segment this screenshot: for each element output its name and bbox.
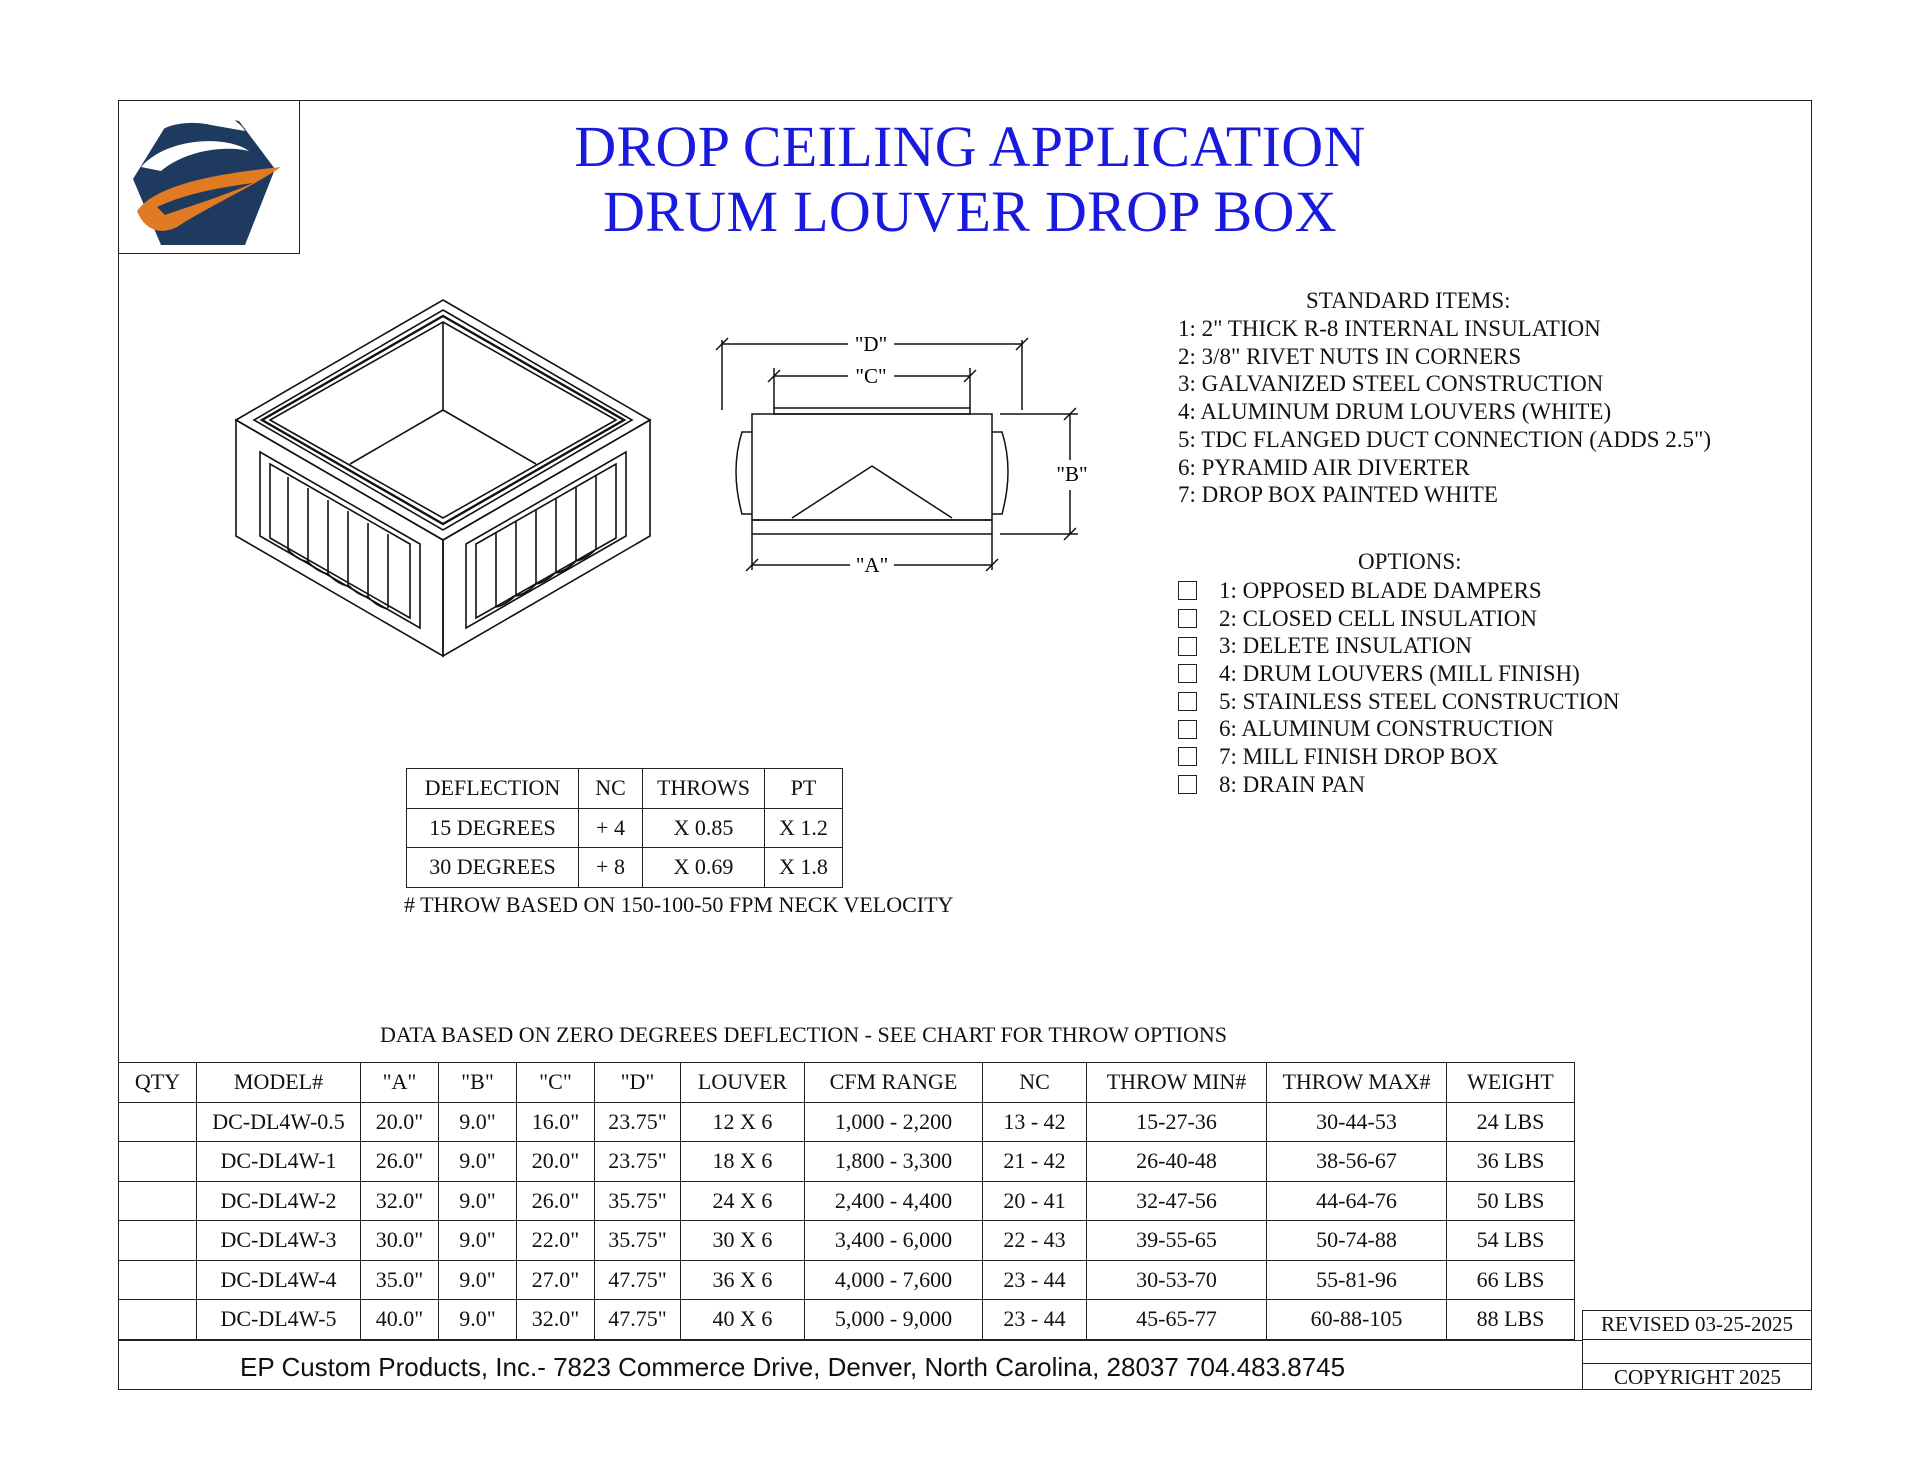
standard-item: 5: TDC FLANGED DUCT CONNECTION (ADDS 2.5") [1178, 426, 1712, 452]
table-cell: 16.0" [517, 1102, 595, 1142]
standard-item: 3: GALVANIZED STEEL CONSTRUCTION [1178, 371, 1604, 397]
table-cell: 9.0" [439, 1221, 517, 1261]
table-cell: 26.0" [361, 1142, 439, 1182]
table-cell: 20.0" [361, 1102, 439, 1142]
option-item [1178, 715, 1619, 743]
table-cell: 30-44-53 [1267, 1102, 1447, 1142]
table-header-cell: QTY [119, 1063, 197, 1103]
table-cell: 24 LBS [1447, 1102, 1575, 1142]
option-label: 6: ALUMINUM CONSTRUCTION [1219, 716, 1554, 742]
table-cell: 23.75" [595, 1142, 681, 1182]
table-cell: 35.75" [595, 1181, 681, 1221]
table-cell: 30 DEGREES [407, 848, 579, 888]
standard-item: 2: 3/8" RIVET NUTS IN CORNERS [1178, 343, 1522, 369]
table-header-cell: THROW MIN# [1087, 1063, 1267, 1103]
table-header-cell: MODEL# [197, 1063, 361, 1103]
table-row [119, 1181, 1575, 1221]
copyright-notice: COPYRIGHT 2025 [1582, 1364, 1812, 1390]
table-cell: 88 LBS [1447, 1300, 1575, 1340]
table-cell: 30 X 6 [681, 1221, 805, 1261]
table-cell: 23 - 44 [983, 1300, 1087, 1340]
table-cell: 55-81-96 [1267, 1260, 1447, 1300]
option-label: 8: DRAIN PAN [1219, 771, 1366, 797]
qty-cell[interactable] [119, 1102, 197, 1142]
option-label: 3: DELETE INSULATION [1219, 633, 1472, 659]
table-cell: DC-DL4W-4 [197, 1260, 361, 1300]
table-header-cell: DEFLECTION [407, 769, 579, 809]
qty-cell[interactable] [119, 1181, 197, 1221]
table-cell: 26-40-48 [1087, 1142, 1267, 1182]
table-cell: 22 - 43 [983, 1221, 1087, 1261]
table-cell: 9.0" [439, 1300, 517, 1340]
table-cell: 1,800 - 3,300 [805, 1142, 983, 1182]
option-checkbox[interactable] [1178, 692, 1197, 711]
option-label: 4: DRUM LOUVERS (MILL FINISH) [1219, 660, 1580, 686]
table-row [119, 1221, 1575, 1261]
table-cell: 35.0" [361, 1260, 439, 1300]
table-cell: 9.0" [439, 1142, 517, 1182]
table-cell: 45-65-77 [1087, 1300, 1267, 1340]
table-row [407, 808, 843, 848]
page-title-line-1: DROP CEILING APPLICATION [574, 114, 1366, 179]
qty-cell[interactable] [119, 1221, 197, 1261]
table-cell: 36 X 6 [681, 1260, 805, 1300]
table-cell: 47.75" [595, 1300, 681, 1340]
table-cell: 3,400 - 6,000 [805, 1221, 983, 1261]
table-cell: 23.75" [595, 1102, 681, 1142]
options-list [1178, 577, 1619, 799]
standard-item: 6: PYRAMID AIR DIVERTER [1178, 454, 1470, 480]
table-cell: X 0.69 [643, 848, 765, 888]
standard-item: 7: DROP BOX PAINTED WHITE [1178, 482, 1498, 508]
table-header-cell: "C" [517, 1063, 595, 1103]
table-header-cell: THROWS [643, 769, 765, 809]
option-checkbox[interactable] [1178, 664, 1197, 683]
option-label: 5: STAINLESS STEEL CONSTRUCTION [1219, 688, 1620, 714]
main-table-caption: DATA BASED ON ZERO DEGREES DEFLECTION - SEE CHART FOR THROW OPTIONS [380, 1022, 1228, 1047]
table-cell: 23 - 44 [983, 1260, 1087, 1300]
table-cell: 15 DEGREES [407, 808, 579, 848]
table-cell: 15-27-36 [1087, 1102, 1267, 1142]
company-logo-icon [127, 107, 293, 249]
table-cell: 9.0" [439, 1181, 517, 1221]
table-header-cell: "D" [595, 1063, 681, 1103]
table-cell: 1,000 - 2,200 [805, 1102, 983, 1142]
table-cell: + 4 [579, 808, 643, 848]
table-cell: 12 X 6 [681, 1102, 805, 1142]
table-cell: 26.0" [517, 1181, 595, 1221]
revision-blank-cell [1582, 1340, 1812, 1364]
table-cell: 30.0" [361, 1221, 439, 1261]
table-cell: 18 X 6 [681, 1142, 805, 1182]
qty-cell[interactable] [119, 1260, 197, 1300]
table-cell: 4,000 - 7,600 [805, 1260, 983, 1300]
table-cell: 9.0" [439, 1260, 517, 1300]
table-cell: X 0.85 [643, 808, 765, 848]
standard-item: 4: ALUMINUM DRUM LOUVERS (WHITE) [1178, 399, 1612, 425]
table-row [119, 1260, 1575, 1300]
option-item [1178, 605, 1619, 633]
table-cell: 5,000 - 9,000 [805, 1300, 983, 1340]
table-row [119, 1300, 1575, 1340]
table-cell: 60-88-105 [1267, 1300, 1447, 1340]
table-cell: DC-DL4W-2 [197, 1181, 361, 1221]
table-cell: 40.0" [361, 1300, 439, 1340]
table-cell: 39-55-65 [1087, 1221, 1267, 1261]
table-cell: + 8 [579, 848, 643, 888]
table-cell: DC-DL4W-3 [197, 1221, 361, 1261]
table-cell: 66 LBS [1447, 1260, 1575, 1300]
table-cell: 40 X 6 [681, 1300, 805, 1340]
table-cell: 36 LBS [1447, 1142, 1575, 1182]
dimension-label-a: "A" [855, 553, 889, 577]
option-checkbox[interactable] [1178, 775, 1197, 794]
throw-note: # THROW BASED ON 150-100-50 FPM NECK VELOCITY [404, 892, 954, 917]
option-item [1178, 688, 1619, 716]
table-cell: DC-DL4W-1 [197, 1142, 361, 1182]
dimension-label-d: "D" [854, 332, 888, 356]
table-row [119, 1142, 1575, 1182]
table-cell: 9.0" [439, 1102, 517, 1142]
table-row [119, 1102, 1575, 1142]
table-cell: 22.0" [517, 1221, 595, 1261]
dimension-label-c: "C" [855, 364, 887, 388]
table-header-cell: LOUVER [681, 1063, 805, 1103]
table-header-row [119, 1063, 1575, 1103]
table-row [407, 848, 843, 888]
table-header-cell: WEIGHT [1447, 1063, 1575, 1103]
table-cell: 2,400 - 4,400 [805, 1181, 983, 1221]
table-cell: 50 LBS [1447, 1181, 1575, 1221]
logo-box [118, 100, 300, 254]
table-cell: 21 - 42 [983, 1142, 1087, 1182]
dimension-label-b: "B" [1056, 462, 1088, 486]
qty-cell[interactable] [119, 1300, 197, 1340]
option-item [1178, 577, 1619, 605]
options-heading: OPTIONS: [1358, 549, 1462, 574]
option-checkbox[interactable] [1178, 747, 1197, 766]
table-header-cell: PT [765, 769, 843, 809]
table-header-cell: NC [983, 1063, 1087, 1103]
table-cell: 44-64-76 [1267, 1181, 1447, 1221]
option-checkbox[interactable] [1178, 581, 1197, 600]
table-header-cell: THROW MAX# [1267, 1063, 1447, 1103]
table-cell: 38-56-67 [1267, 1142, 1447, 1182]
table-cell: 35.75" [595, 1221, 681, 1261]
table-cell: 32.0" [361, 1181, 439, 1221]
table-cell: 32.0" [517, 1300, 595, 1340]
option-item [1178, 771, 1619, 799]
table-cell: 20.0" [517, 1142, 595, 1182]
isometric-drop-box-drawing [230, 292, 660, 670]
option-item [1178, 632, 1619, 660]
standard-items-heading: STANDARD ITEMS: [1306, 288, 1511, 313]
standard-items-list [1178, 315, 1711, 509]
option-checkbox[interactable] [1178, 637, 1197, 656]
option-item [1178, 743, 1619, 771]
table-cell: 54 LBS [1447, 1221, 1575, 1261]
revised-date: REVISED 03-25-2025 [1582, 1310, 1812, 1340]
side-elevation-drawing [700, 320, 1100, 580]
table-cell: 47.75" [595, 1260, 681, 1300]
table-header-cell: "B" [439, 1063, 517, 1103]
footer-divider [118, 1340, 1582, 1341]
table-header-row [407, 769, 843, 809]
option-label: 1: OPPOSED BLADE DAMPERS [1219, 577, 1542, 603]
table-cell: X 1.8 [765, 848, 843, 888]
table-header-cell: "A" [361, 1063, 439, 1103]
option-checkbox[interactable] [1178, 720, 1197, 739]
page-title-line-2: DRUM LOUVER DROP BOX [603, 179, 1337, 244]
table-cell: X 1.2 [765, 808, 843, 848]
table-cell: 13 - 42 [983, 1102, 1087, 1142]
table-cell: 50-74-88 [1267, 1221, 1447, 1261]
option-item [1178, 660, 1619, 688]
option-label: 7: MILL FINISH DROP BOX [1219, 743, 1499, 769]
company-footer: EP Custom Products, Inc.- 7823 Commerce Drive, Denver, North Carolina, 28037 704.483.8745 [240, 1352, 1346, 1382]
table-cell: 24 X 6 [681, 1181, 805, 1221]
table-cell: 30-53-70 [1087, 1260, 1267, 1300]
table-header-cell: CFM RANGE [805, 1063, 983, 1103]
table-cell: 27.0" [517, 1260, 595, 1300]
option-label: 2: CLOSED CELL INSULATION [1219, 605, 1537, 631]
standard-item: 1: 2" THICK R-8 INTERNAL INSULATION [1178, 316, 1601, 341]
table-cell: 20 - 41 [983, 1181, 1087, 1221]
deflection-table [406, 768, 843, 888]
table-cell: DC-DL4W-5 [197, 1300, 361, 1340]
table-cell: DC-DL4W-0.5 [197, 1102, 361, 1142]
model-data-table [118, 1062, 1575, 1340]
table-cell: 32-47-56 [1087, 1181, 1267, 1221]
option-checkbox[interactable] [1178, 609, 1197, 628]
qty-cell[interactable] [119, 1142, 197, 1182]
table-header-cell: NC [579, 769, 643, 809]
